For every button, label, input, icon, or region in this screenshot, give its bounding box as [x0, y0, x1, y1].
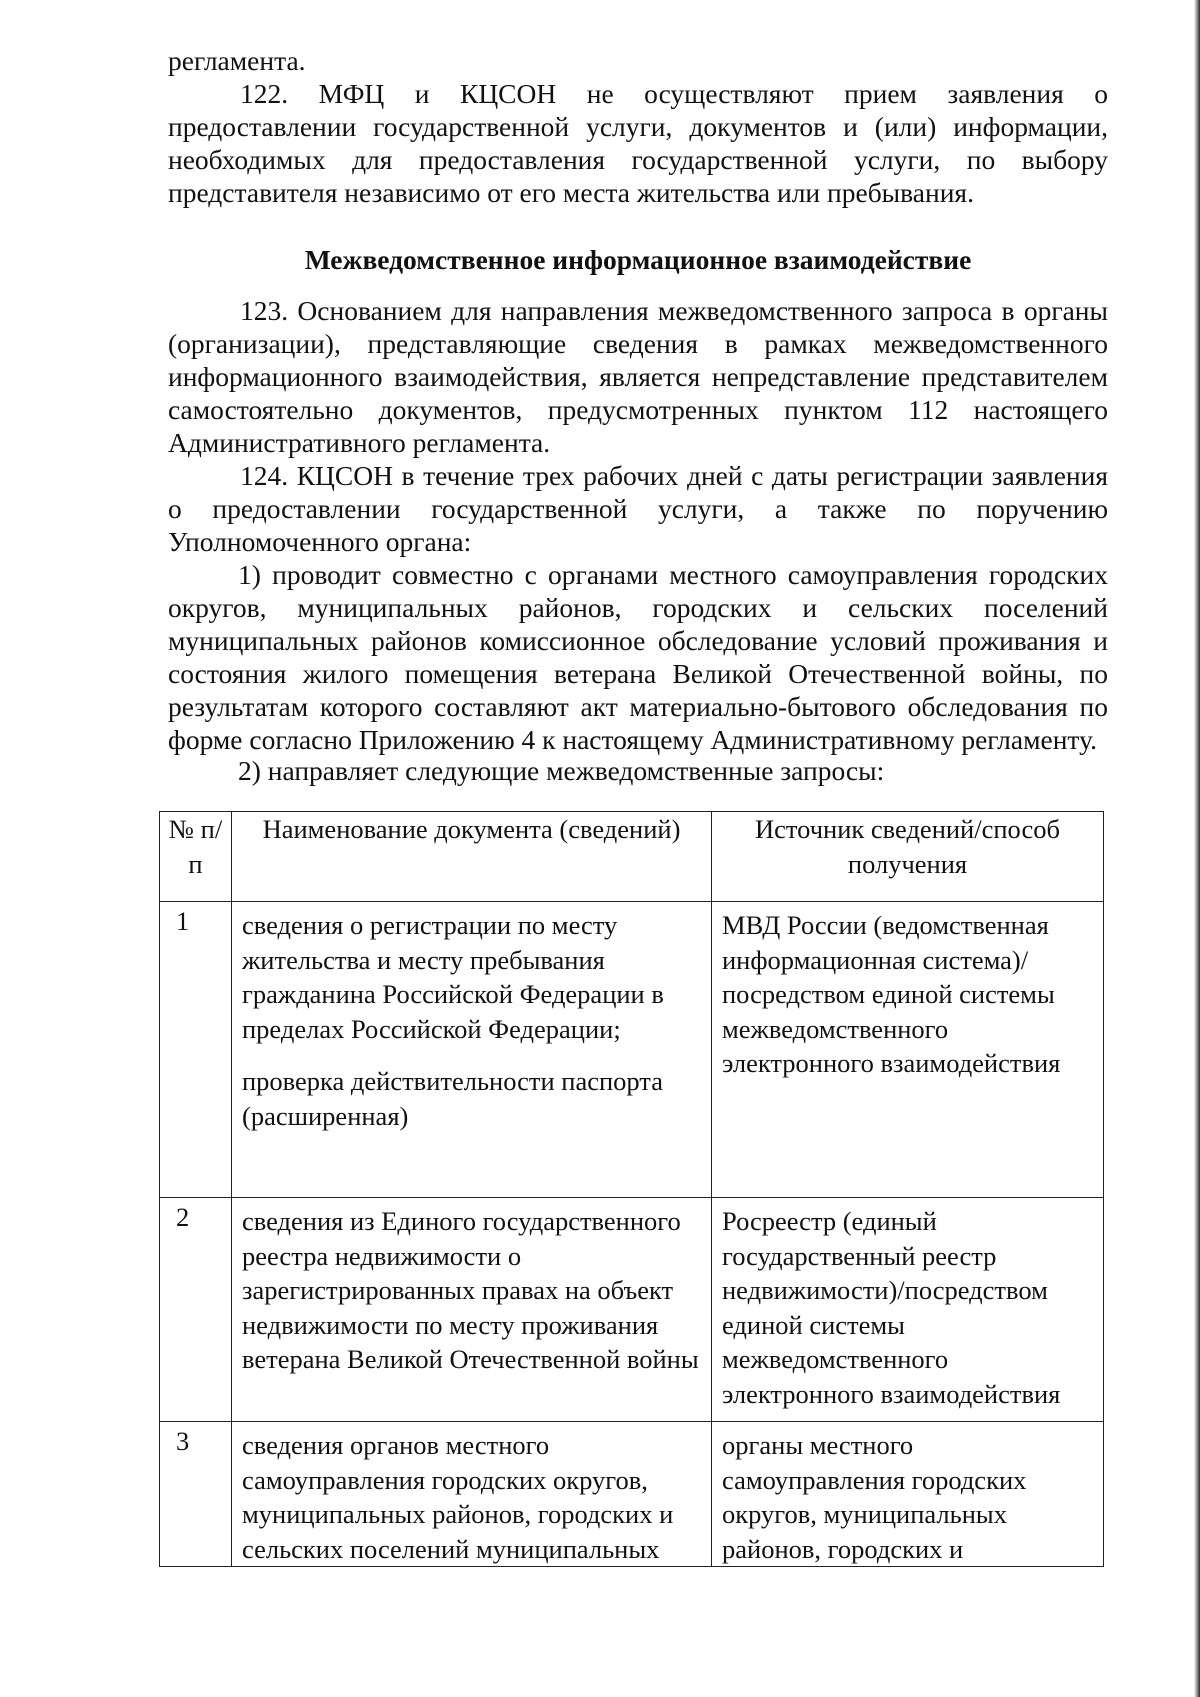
- header-source: Источник сведений/способ получения: [712, 812, 1104, 902]
- row-document: [232, 1422, 712, 1567]
- row-number: 2: [160, 1198, 232, 1422]
- paragraph-122: 122. МФЦ и КЦСОН не осуществляют прием заявления о предоставлении государственной услуги, документов и (или) информации, необходимых для предоставления государственной услуги, по выбору представителя независимо от его места жительства или пребывания.: [168, 78, 1108, 208]
- paragraph-123: 123. Основанием для направления межведомственного запроса в органы (организации), представляющие сведения в рамках межведомственного информационного взаимодействия, является непредставление представителем самостоятельно документов, предусмотренных пунктом 112 настоящего Административного регламента.: [168, 295, 1108, 458]
- document-text: проверка действительности паспорта (расширенная): [242, 1066, 663, 1131]
- row-document: [232, 902, 712, 1198]
- section-heading: Межведомственное информационное взаимодействие: [304, 244, 972, 275]
- table-header-row: [160, 812, 1104, 902]
- scan-edge-shadow: [1194, 0, 1200, 1697]
- list-item-2: 2) направляет следующие межведомственные запросы:: [238, 755, 885, 786]
- row-document: [232, 1198, 712, 1422]
- body-paragraphs: [168, 294, 1108, 786]
- row-source: органы местного самоуправления городских округов, муниципальных районов, городских и: [712, 1422, 1104, 1567]
- document-text: сведения органов местного самоуправления городских округов, муниципальных районов, городских и сельских поселений муниципальных: [242, 1430, 674, 1564]
- paragraph-continuation: регламента.: [168, 45, 306, 76]
- requests-table: [159, 811, 1104, 1567]
- table-row: [160, 902, 1104, 1198]
- row-source: МВД России (ведомственная информационная система)/посредством единой системы межведомственного электронного взаимодействия: [712, 902, 1104, 1198]
- row-number: 1: [160, 902, 232, 1198]
- list-item-1: 1) проводит совместно с органами местного самоуправления городских округов, муниципальных районов, городских и сельских поселений муниципальных районов комиссионное обследование условий проживания и состояния жилого помещения ветерана Великой Отечественной войны, по результатам которого составляют акт материально-бытового обследования по форме согласно Приложению 4 к настоящему Административному регламенту.: [168, 559, 1108, 755]
- document-text: сведения из Единого государственного реестра недвижимости о зарегистрированных правах на объект недвижимости по месту проживания ветерана Великой Отечественной войны: [242, 1206, 699, 1374]
- table-row: [160, 1198, 1104, 1422]
- table-row: [160, 1422, 1104, 1567]
- header-number: № п/п: [160, 812, 232, 902]
- document-text: сведения о регистрации по месту жительства и месту пребывания гражданина Российской Федерации в пределах Российской Федерации;: [242, 910, 664, 1044]
- top-paragraphs: [168, 44, 1108, 209]
- row-number: 3: [160, 1422, 232, 1567]
- header-document: Наименование документа (сведений): [232, 812, 712, 902]
- row-source: Росреестр (единый государственный реестр недвижимости)/посредством единой системы межведомственного электронного взаимодействия: [712, 1198, 1104, 1422]
- paragraph-124: 124. КЦСОН в течение трех рабочих дней с даты регистрации заявления о предоставлении государственной услуги, а также по поручению Уполномоченного органа:: [168, 460, 1108, 557]
